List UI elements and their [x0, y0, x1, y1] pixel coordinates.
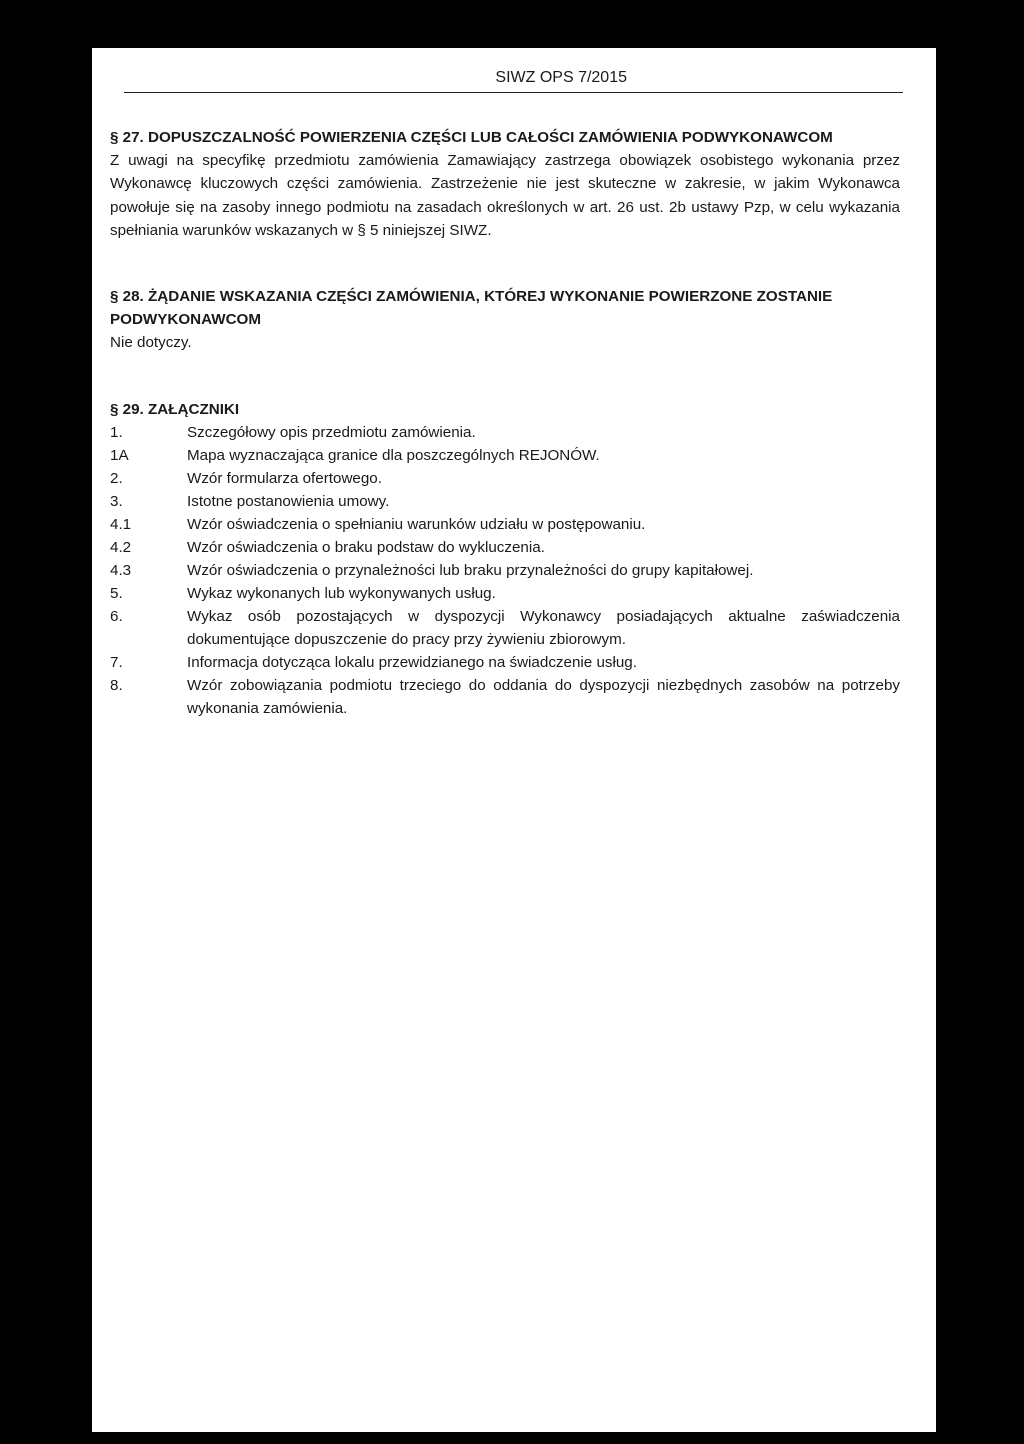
- list-item-number: 3.: [110, 493, 123, 511]
- page-header: [92, 68, 903, 88]
- list-item-number: 4.1: [110, 516, 132, 534]
- list-item-number: 8.: [110, 677, 123, 695]
- list-item-number: 4.3: [110, 562, 132, 580]
- list-item-text: Wzór formularza ofertowego.: [187, 470, 382, 488]
- section-28: [110, 285, 900, 354]
- header-divider: [124, 92, 903, 93]
- list-item-number: 5.: [110, 585, 123, 603]
- list-item: [110, 444, 900, 467]
- section-29: [110, 398, 900, 720]
- spacer: [110, 243, 900, 285]
- attachments-list: [110, 421, 900, 720]
- list-item: [110, 490, 900, 513]
- list-item: [110, 605, 900, 651]
- list-item: [110, 559, 900, 582]
- list-item: [110, 651, 900, 674]
- list-item-text: Wzór oświadczenia o braku podstaw do wykluczenia.: [187, 539, 545, 557]
- section-27-body: Z uwagi na specyfikę przedmiotu zamówienia Zamawiający zastrzega obowiązek osobistego wykonania przez Wykonawcę kluczowych części zamówienia. Zastrzeżenie nie jest skuteczne w zakresie, w jakim Wykonawca powołuje się na zasoby innego podmiotu na zasadach określonych w art. 26 ust. 2b ustawy Pzp, w celu wykazania spełniania warunków wskazanych w § 5 niniejszej SIWZ.: [110, 152, 900, 240]
- list-item-text: Mapa wyznaczająca granice dla poszczególnych REJONÓW.: [187, 447, 600, 465]
- list-item-text: Wykaz wykonanych lub wykonywanych usług.: [187, 585, 496, 603]
- section-27-title: § 27. DOPUSZCZALNOŚĆ POWIERZENIA CZĘŚCI LUB CAŁOŚCI ZAMÓWIENIA PODWYKONAWCOM: [110, 129, 833, 146]
- list-item-number: 4.2: [110, 539, 132, 557]
- list-item: [110, 536, 900, 559]
- section-28-body: Nie dotyczy.: [110, 333, 192, 351]
- list-item-text: Informacja dotycząca lokalu przewidzianego na świadczenie usług.: [187, 654, 637, 672]
- list-item: [110, 467, 900, 490]
- list-item-text: Wzór zobowiązania podmiotu trzeciego do oddania do dyspozycji niezbędnych zasobów na potrzeby wykonania zamówienia.: [187, 677, 900, 718]
- list-item-number: 2.: [110, 470, 123, 488]
- list-item-number: 1.: [110, 424, 123, 442]
- list-item: [110, 513, 900, 536]
- list-item: [110, 582, 900, 605]
- list-item: [110, 421, 900, 444]
- list-item-text: Szczegółowy opis przedmiotu zamówienia.: [187, 424, 476, 442]
- list-item-text: Istotne postanowienia umowy.: [187, 493, 390, 511]
- list-item-text: Wzór oświadczenia o przynależności lub braku przynależności do grupy kapitałowej.: [187, 562, 754, 580]
- document-content: [110, 126, 900, 720]
- list-item-number: 1A: [110, 447, 129, 465]
- document-page: [92, 48, 936, 1432]
- spacer: [110, 354, 900, 398]
- section-27: [110, 126, 900, 243]
- list-item-text: Wykaz osób pozostających w dyspozycji Wykonawcy posiadających aktualne zaświadczenia dokumentujące dopuszczenie do pracy przy żywieniu zbiorowym.: [187, 608, 900, 649]
- list-item-number: 7.: [110, 654, 123, 672]
- header-title: SIWZ OPS 7/2015: [495, 69, 627, 86]
- section-29-title: § 29. ZAŁĄCZNIKI: [110, 401, 240, 419]
- list-item-text: Wzór oświadczenia o spełnianiu warunków udziału w postępowaniu.: [187, 516, 646, 534]
- section-28-title: § 28. ŻĄDANIE WSKAZANIA CZĘŚCI ZAMÓWIENIA, KTÓREJ WYKONANIE POWIERZONE ZOSTANIE PODWYKONAWCOM: [110, 287, 833, 328]
- list-item: [110, 674, 900, 720]
- list-item-number: 6.: [110, 608, 123, 626]
